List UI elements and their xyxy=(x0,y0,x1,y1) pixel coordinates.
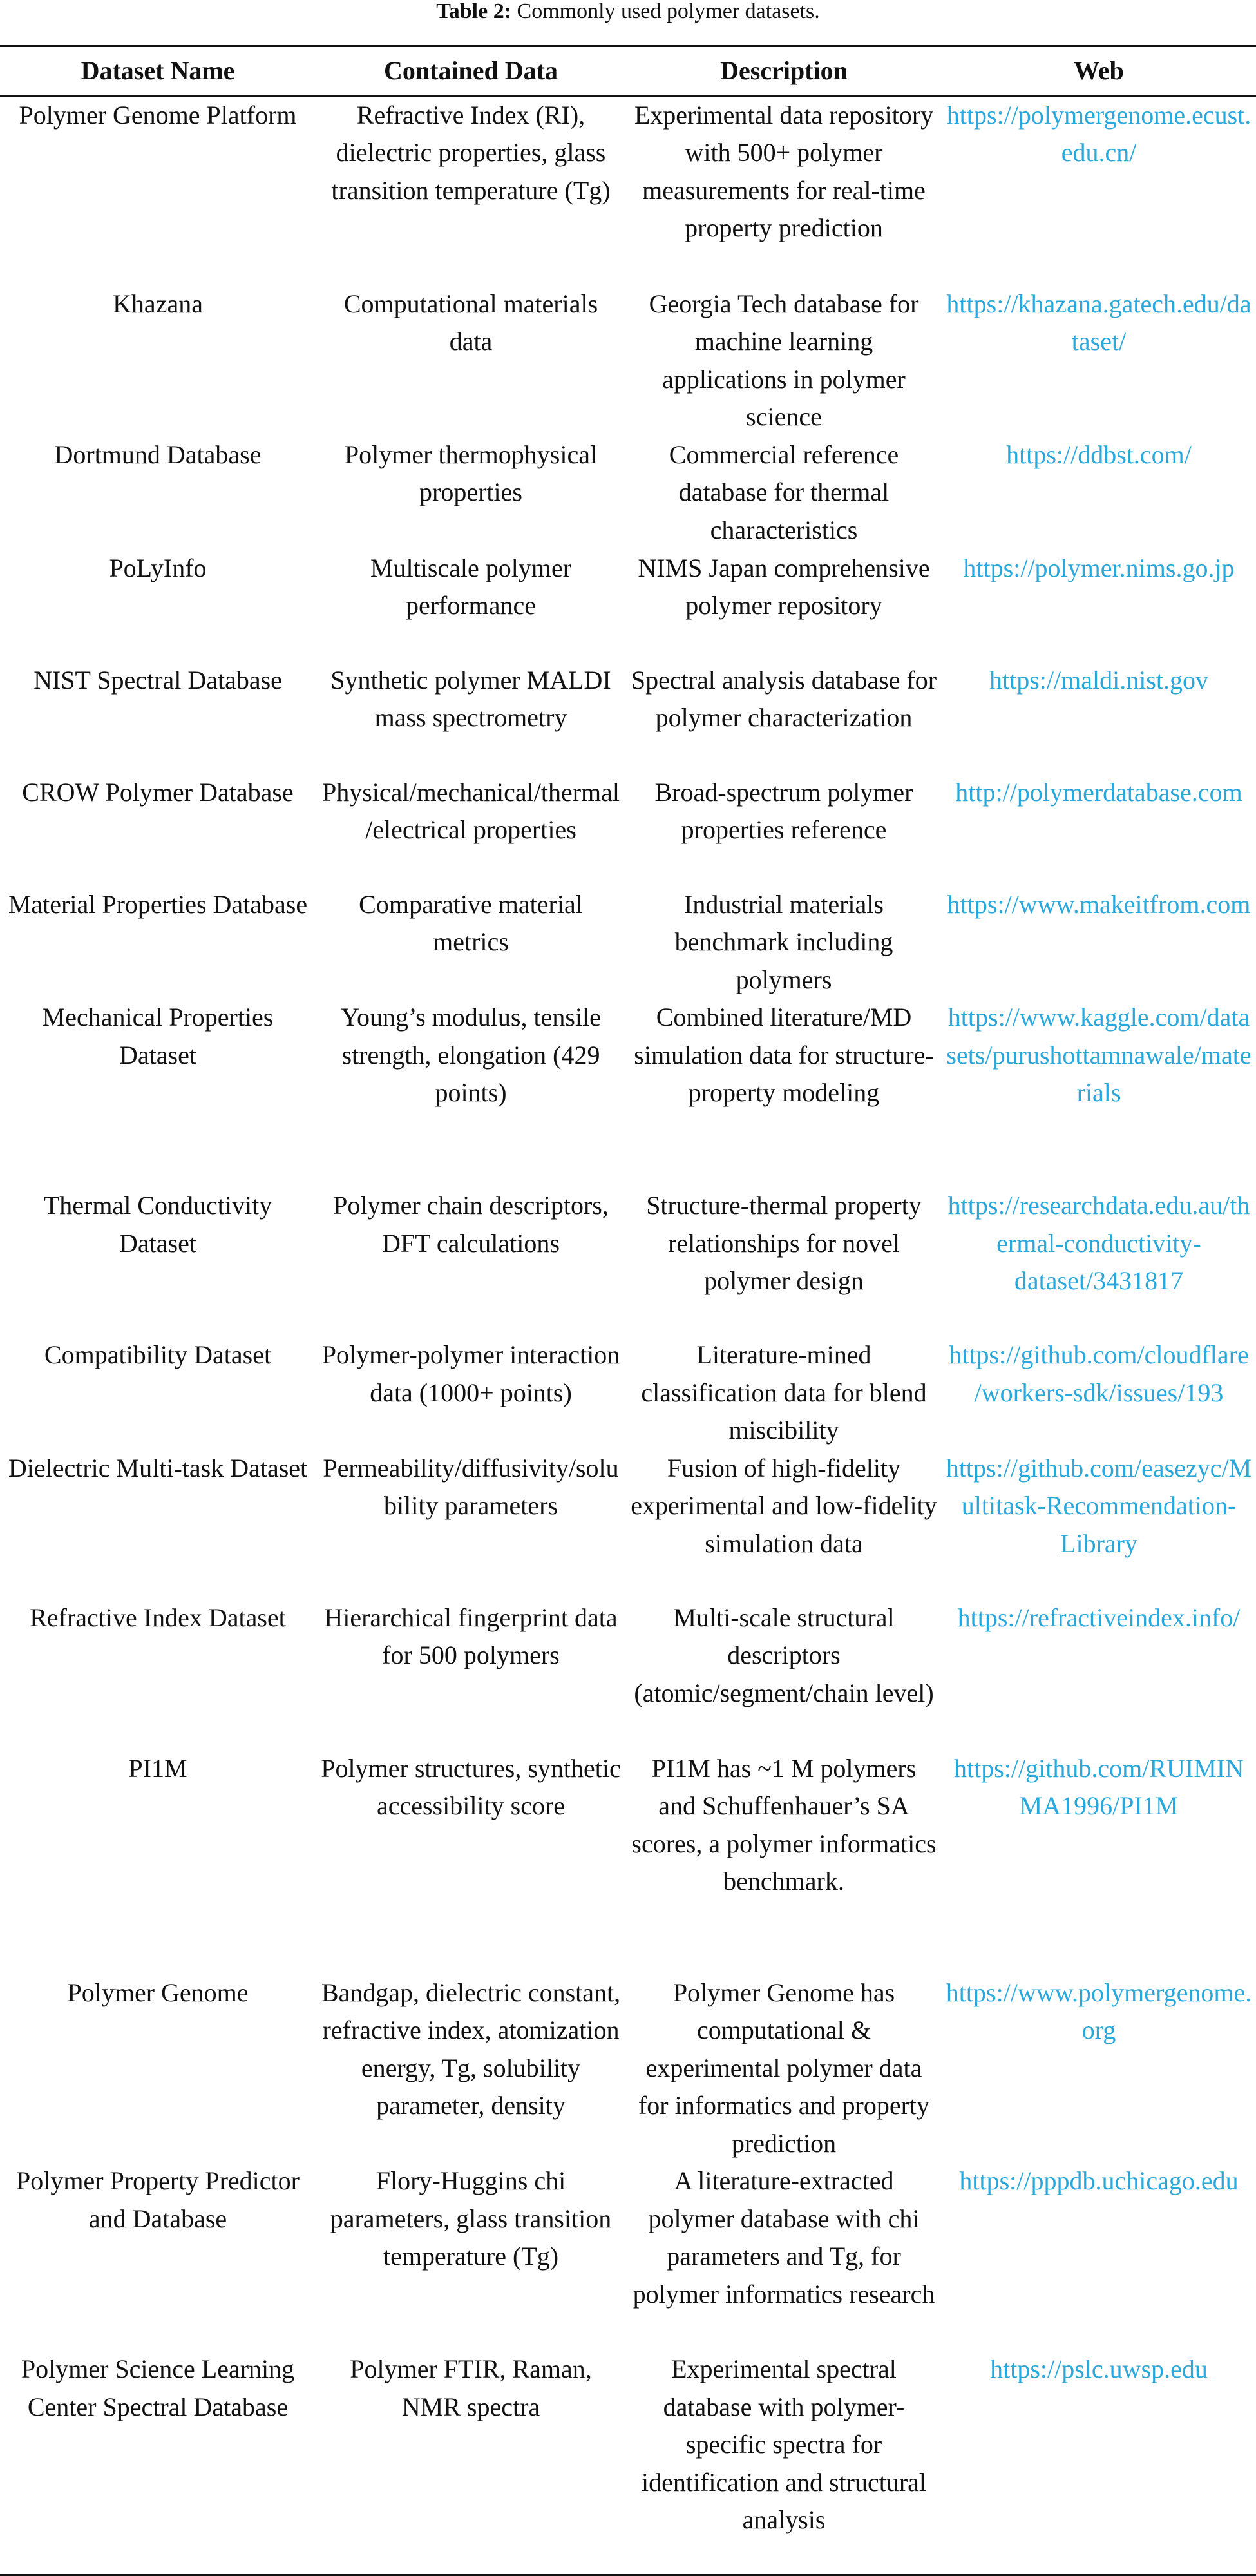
dataset-name-cell: Material Properties Database xyxy=(8,889,308,919)
web-link-cell[interactable]: https://pppdb.uchicago.edu xyxy=(959,2166,1239,2195)
dataset-name-cell: PoLyInfo xyxy=(109,553,207,582)
table-row xyxy=(0,999,1256,1187)
contained-data-cell: Flory-Huggins chi parameters, glass transition temperature (Tg) xyxy=(330,2166,612,2271)
web-link-cell[interactable]: https://ddbst.com/ xyxy=(1006,439,1192,469)
description-cell: Experimental data repository with 500+ polymer measurements for real-time property prediction xyxy=(634,100,934,242)
dataset-name-cell: Dortmund Database xyxy=(54,439,262,469)
description-cell: Combined literature/MD simulation data for structure-property modeling xyxy=(634,1003,934,1107)
contained-data-cell: Refractive Index (RI), dielectric properties, glass transition temperature (Tg) xyxy=(331,100,611,205)
dataset-name-cell: PI1M xyxy=(128,1753,187,1783)
web-link-cell[interactable]: https://www.kaggle.com/datasets/purushottamnawale/materials xyxy=(946,1003,1251,1107)
web-link-cell[interactable]: https://refractiveindex.info/ xyxy=(957,1602,1241,1632)
description-cell: Experimental spectral database with polymer-specific spectra for identification and structural analysis xyxy=(626,2350,942,2575)
dataset-name-cell: Mechanical Properties Dataset xyxy=(42,1003,274,1070)
dataset-name-cell: Refractive Index Dataset xyxy=(30,1602,286,1632)
contained-data-cell: Comparative material metrics xyxy=(359,889,583,956)
table-row xyxy=(0,886,1256,999)
table-row xyxy=(0,96,1256,285)
dataset-name-cell: Polymer Science Learning Center Spectral Database xyxy=(0,2350,316,2575)
dataset-name-cell: Thermal Conductivity Dataset xyxy=(43,1191,272,1258)
header-row xyxy=(0,46,1256,96)
datasets-table xyxy=(0,45,1256,2576)
contained-data-cell: Bandgap, dielectric constant, refractive index, atomization energy, Tg, solubility parameter, density xyxy=(321,1977,621,2120)
dataset-name-cell: Compatibility Dataset xyxy=(44,1340,272,1369)
caption-label: Table 2: xyxy=(436,0,512,23)
web-link-cell[interactable]: http://polymerdatabase.com xyxy=(955,777,1242,807)
dataset-name-cell: NIST Spectral Database xyxy=(33,665,282,695)
contained-data-cell: Multiscale polymer performance xyxy=(370,553,572,620)
contained-data-cell: Polymer structures, synthetic accessibility score xyxy=(321,1753,621,1820)
description-cell: Broad-spectrum polymer properties reference xyxy=(654,777,913,844)
web-link-cell[interactable]: https://www.makeitfrom.com xyxy=(947,889,1251,919)
contained-data-cell: Physical/mechanical/thermal/electrical properties xyxy=(321,777,620,844)
table-row xyxy=(0,662,1256,774)
contained-data-cell: Polymer FTIR, Raman, NMR spectra xyxy=(316,2350,626,2575)
contained-data-cell: Young’s modulus, tensile strength, elongation (429 points) xyxy=(341,1003,601,1107)
table-row xyxy=(0,436,1256,550)
web-link-cell[interactable]: https://www.polymergenome.org xyxy=(946,1977,1252,2044)
table-row xyxy=(0,1336,1256,1450)
table-row xyxy=(0,1187,1256,1336)
web-link-cell[interactable]: https://polymergenome.ecust.edu.cn/ xyxy=(946,100,1251,167)
web-link-cell[interactable]: https://pslc.uwsp.edu xyxy=(942,2350,1256,2575)
table-row xyxy=(0,1974,1256,2163)
description-cell: Georgia Tech database for machine learning applications in polymer science xyxy=(649,289,919,431)
dataset-name-cell: Khazana xyxy=(113,289,203,318)
contained-data-cell: Computational materials data xyxy=(343,289,598,356)
dataset-name-cell: Polymer Property Predictor and Database xyxy=(16,2166,300,2233)
description-cell: Spectral analysis database for polymer characterization xyxy=(631,665,937,732)
contained-data-cell: Polymer thermophysical properties xyxy=(344,439,598,506)
table-row xyxy=(0,2350,1256,2575)
header-web: Web xyxy=(942,46,1256,96)
web-link-cell[interactable]: https://github.com/cloudflare/workers-sdk/issues/193 xyxy=(949,1340,1249,1407)
description-cell: Fusion of high-fidelity experimental and low-fidelity simulation data xyxy=(631,1453,937,1558)
description-cell: A literature-extracted polymer database with chi parameters and Tg, for polymer informatics research xyxy=(633,2166,935,2309)
description-cell: Polymer Genome has computational & experimental polymer data for informatics and property prediction xyxy=(638,1977,930,2158)
web-link-cell[interactable]: https://github.com/RUIMINMA1996/PI1M xyxy=(954,1753,1244,1820)
table-row xyxy=(0,285,1256,436)
table-row xyxy=(0,1450,1256,1599)
web-link-cell[interactable]: https://researchdata.edu.au/thermal-conductivity-dataset/3431817 xyxy=(947,1191,1250,1295)
table-row xyxy=(0,2162,1256,2350)
dataset-name-cell: Polymer Genome Platform xyxy=(19,100,297,130)
header-dataset-name: Dataset Name xyxy=(0,46,316,96)
description-cell: Structure-thermal property relationships for novel polymer design xyxy=(646,1191,922,1295)
web-link-cell[interactable]: https://polymer.nims.go.jp xyxy=(963,553,1235,582)
contained-data-cell: Permeability/diffusivity/solubility parameters xyxy=(323,1453,619,1520)
table-caption xyxy=(0,0,1256,43)
description-cell: PI1M has ~1 M polymers and Schuffenhauer’s SA scores, a polymer informatics benchmark. xyxy=(631,1753,937,1896)
table-row xyxy=(0,1599,1256,1750)
web-link-cell[interactable]: https://maldi.nist.gov xyxy=(989,665,1209,695)
table-row xyxy=(0,550,1256,662)
contained-data-cell: Hierarchical fingerprint data for 500 polymers xyxy=(324,1602,618,1669)
table-row xyxy=(0,1750,1256,1974)
contained-data-cell: Polymer-polymer interaction data (1000+ points) xyxy=(321,1340,620,1407)
contained-data-cell: Synthetic polymer MALDI mass spectrometry xyxy=(330,665,611,732)
table-row xyxy=(0,774,1256,886)
header-description: Description xyxy=(626,46,942,96)
dataset-name-cell: Polymer Genome xyxy=(67,1977,249,2007)
web-link-cell[interactable]: https://khazana.gatech.edu/dataset/ xyxy=(946,289,1251,356)
dataset-name-cell: CROW Polymer Database xyxy=(22,777,294,807)
header-contained-data: Contained Data xyxy=(316,46,626,96)
description-cell: Industrial materials benchmark including polymers xyxy=(674,889,893,994)
description-cell: Commercial reference database for thermal characteristics xyxy=(669,439,899,544)
description-cell: Literature-mined classification data for blend miscibility xyxy=(641,1340,927,1445)
description-cell: NIMS Japan comprehensive polymer repository xyxy=(638,553,930,620)
description-cell: Multi-scale structural descriptors (atomic/segment/chain level) xyxy=(634,1602,934,1707)
web-link-cell[interactable]: https://github.com/easezyc/Multitask-Recommendation-Library xyxy=(946,1453,1252,1558)
caption-text: Commonly used polymer datasets. xyxy=(511,0,820,23)
contained-data-cell: Polymer chain descriptors, DFT calculations xyxy=(333,1191,609,1258)
dataset-name-cell: Dielectric Multi-task Dataset xyxy=(8,1453,308,1483)
